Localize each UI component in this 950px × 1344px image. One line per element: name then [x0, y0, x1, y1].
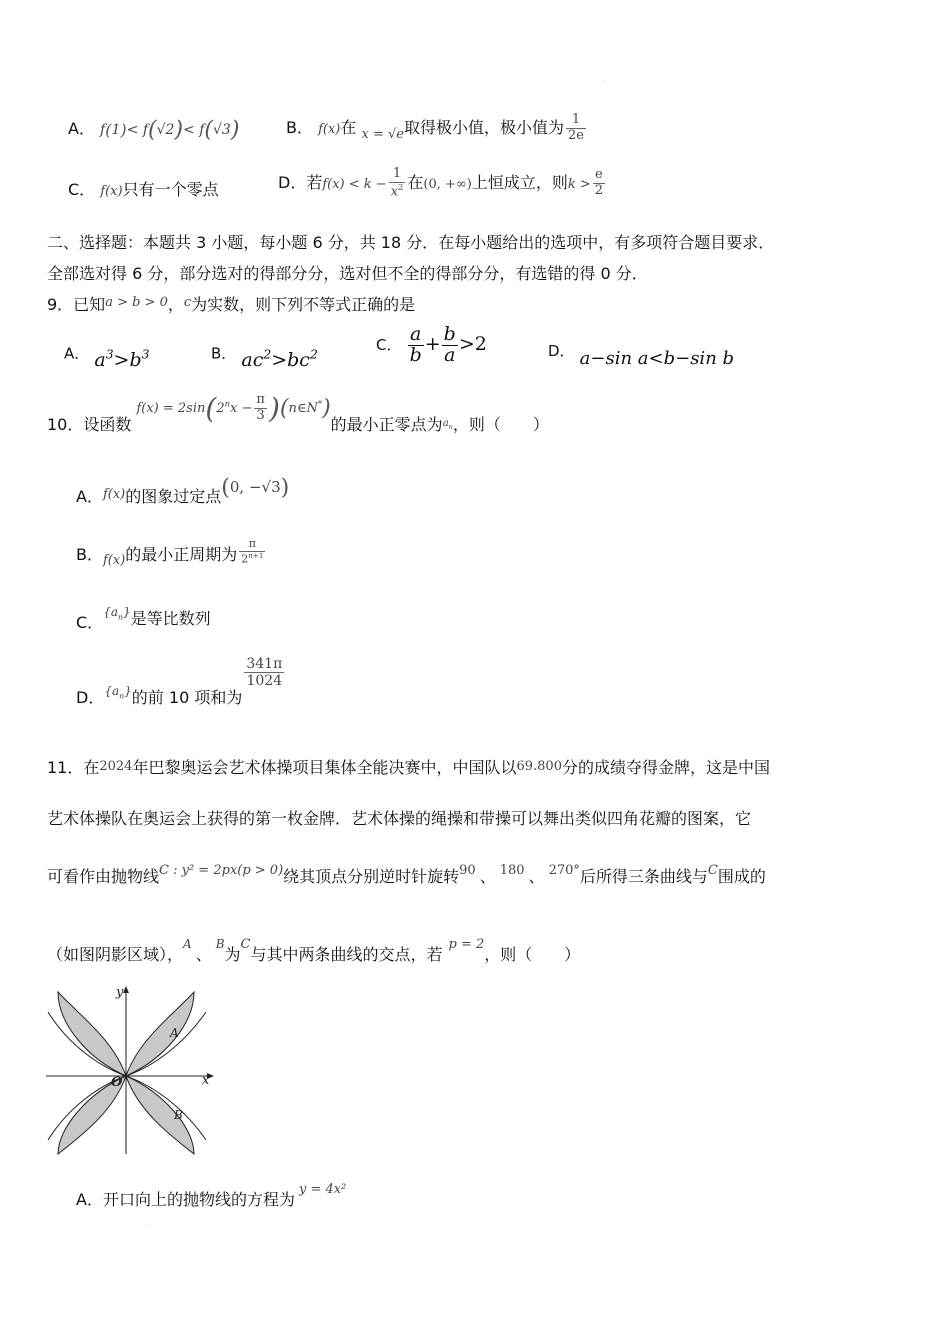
scan-dot: · [604, 78, 606, 85]
q11-r90: 90 [459, 863, 476, 878]
q11-l3b: 绕其顶点分别逆时针旋转 [283, 867, 460, 886]
q10-prefix: 10．设函数 [47, 415, 132, 434]
q9-c-label: C． [376, 335, 402, 354]
q10-b-label: B． [76, 545, 103, 565]
q11-r270: 270° [548, 863, 580, 878]
q10-a-label: A． [76, 487, 103, 506]
q8-b-fx: f(x) [318, 121, 341, 137]
q8-d-fx: f(x) [322, 177, 345, 193]
q8-b-text1: 在 [340, 117, 357, 137]
q8-option-d [278, 167, 607, 200]
point-b-label: B [174, 1108, 183, 1122]
q11-parabola: C : y² = 2px(p > 0) [159, 863, 284, 878]
q9-a-label: A． [64, 344, 90, 363]
q11-p2: p = 2 [448, 937, 485, 952]
q8-d-den: 2 [594, 183, 604, 199]
q11-l4c: 与其中两条曲线的交点，若 [250, 945, 443, 964]
q8-d-ineq: f(x) < k − [322, 177, 387, 193]
q10-d-num: 341π [246, 656, 283, 672]
q9-c-plus: + [424, 332, 441, 355]
q8-b-label: B． [286, 117, 313, 137]
q9-c-frac1: $\frac{a}{b}$ [409, 323, 422, 366]
q10-an-base: a [442, 418, 449, 429]
q10-a-text: 的图象过定点 [125, 487, 222, 506]
q11-r180: 180 [499, 863, 525, 878]
q9-cond: a > b > 0 [105, 295, 168, 310]
q10-option-b [76, 537, 267, 569]
q8-d-frac2 [593, 168, 605, 199]
q10-a-fx: f(x) [102, 487, 126, 502]
q11-opt-a-eq: y = 4x² [298, 1182, 347, 1197]
q9-mid: ， [167, 295, 184, 314]
q8-b-text2: 取得极小值，极小值为 [403, 117, 564, 137]
section2-line2: 全部选对得 6 分，部分选对的得部分分，选对但不全的得部分分，有选错的得 0 分． [47, 264, 648, 283]
q11-year: 2024 [99, 759, 133, 774]
q10-d-den: 1024 [244, 672, 284, 689]
q10-stem [47, 392, 549, 434]
q10-d-seq: {an} [104, 684, 132, 701]
q9-c-frac2: $\frac{b}{a}$ [443, 323, 456, 366]
q10-b-frac [239, 538, 265, 566]
q10-d-frac [244, 656, 284, 689]
q8-d-text2: 上恒成立，则 [471, 173, 568, 193]
q10-option-c [76, 598, 211, 632]
q9-option-b [211, 340, 318, 372]
q8-d-k: k > [567, 177, 591, 193]
q9-d-label: D． [548, 342, 575, 360]
q10-d-an: a [111, 684, 120, 699]
q11-l3a: 可看作由抛物线 [47, 867, 160, 886]
q11-sep1: 、 [479, 867, 496, 886]
q10-c-label: C． [76, 613, 104, 632]
petal-figure [44, 984, 216, 1156]
q8-d-text1: 在 [407, 173, 424, 193]
q8-c-label: C． [68, 180, 96, 199]
q11-line2: 艺术体操队在奥运会上获得的第一枚金牌．艺术体操的绳操和带操可以舞出类似四角花瓣的图案，它 [47, 809, 752, 828]
q8-b-cond: x = √e [361, 126, 404, 142]
q11-B: B [215, 937, 225, 951]
q8-c-fx: f(x) [100, 184, 123, 199]
q10-c-text: 是等比数列 [130, 609, 211, 628]
q11-l3c: 后所得三条曲线与 [579, 867, 708, 886]
q8-b-den: 2e [567, 127, 584, 143]
q10-b-text: 的最小正周期为 [125, 545, 238, 565]
q11-l4b: 为 [224, 945, 241, 964]
q9-option-c [376, 325, 487, 366]
q11-C2: C [240, 937, 251, 952]
petal-upper-left [58, 992, 126, 1076]
q11-l3d: 围成的 [717, 867, 766, 886]
q9-a-expr: $a^3>b^3$ [94, 348, 150, 372]
q11-line4 [47, 930, 581, 964]
q9-option-a [64, 340, 150, 372]
q8-d-label: D．若 [278, 173, 323, 193]
q10-option-a [76, 474, 290, 506]
q9-c-var: c [183, 295, 192, 310]
q10-a-point: (0, −√3) [221, 475, 290, 501]
q9-suffix: 为实数，则下列不等式正确的是 [191, 295, 416, 314]
q8-b-num: 1 [571, 112, 581, 127]
q10-suffix: 的最小正零点为 [330, 415, 443, 434]
q11-l4d: ，则（ ） [484, 945, 581, 964]
x-axis-label: x [202, 1073, 210, 1088]
q9-prefix: 9．已知 [47, 295, 106, 314]
q10-b-fx: f(x) [102, 553, 126, 569]
petal-upper-right [126, 992, 194, 1076]
q9-b-expr: $ac^2>bc^2$ [241, 348, 318, 372]
q10-an: an [442, 418, 453, 431]
q11-score: 69.800 [516, 759, 562, 774]
q11-l1a: 11．在 [47, 758, 100, 777]
q10-b-num: π [248, 537, 256, 550]
petal-lower-right [126, 1076, 194, 1154]
origin-label: O [111, 1075, 123, 1090]
q10-d-label: D． [76, 688, 105, 708]
y-arrow-icon [123, 986, 129, 993]
q11-opt-a-label: A．开口向上的抛物线的方程为 [76, 1190, 295, 1209]
q10-b-den: $2^{n+1}$ [241, 550, 264, 566]
q8-option-c [68, 177, 219, 200]
q9-option-d [548, 340, 735, 369]
q11-sep2: 、 [528, 867, 545, 886]
q9-stem [47, 292, 415, 315]
q11-C1: C [707, 863, 718, 878]
q8-option-a [68, 116, 239, 143]
q11-l1c: 分的成绩夺得金牌，这是中国 [561, 758, 770, 777]
y-axis-label: y [116, 985, 124, 1000]
q9-d-expr: a−sin a<b−sin b [579, 348, 735, 369]
q9-b-label: B． [211, 344, 237, 363]
q8-a-label: A． [68, 119, 95, 138]
section2-line1: 二、选择题：本题共 3 小题，每小题 6 分，共 18 分．在每小题给出的选项中，有多项符合题目要求． [47, 233, 775, 252]
q8-d-num: e [595, 167, 603, 183]
q11-line1 [47, 755, 770, 778]
q8-a-math: f(1)< f(√2)< f(√3) [100, 117, 240, 143]
q8-d-interval: (0, +∞) [423, 177, 472, 193]
q10-b-den-base: 2 [241, 552, 249, 566]
q10-c-an: a [110, 605, 118, 619]
q10-d-text: 的前 10 项和为 [131, 688, 243, 708]
q11-sep3: 、 [195, 945, 212, 964]
q10-end: ，则（ ） [452, 415, 549, 434]
q10-c-seq: $\{a_n\}$ [103, 605, 131, 622]
q11-option-a [76, 1175, 347, 1209]
q11-l1b: 年巴黎奥运会艺术体操项目集体全能决赛中，中国队以 [132, 758, 517, 777]
point-a-label: A [170, 1026, 179, 1040]
q11-A: A [183, 937, 192, 951]
q10-func: $f(x) = 2\sin(2^nx$ − $\frac{\pi}{3}$ )(n∈N*) [136, 392, 331, 425]
q8-d-frac1: $\frac{1}{x^2}$ [390, 166, 404, 200]
q11-line3 [47, 856, 766, 886]
scan-dot-2: · [146, 1222, 148, 1229]
q10-option-d [76, 656, 286, 708]
q8-c-text: 只有一个零点 [122, 180, 219, 199]
q9-c-gt: >2 [458, 332, 487, 355]
q8-b-fraction [566, 113, 586, 144]
q11-l4a: （如图阴影区域）， [47, 945, 184, 964]
q8-option-b [286, 113, 588, 144]
